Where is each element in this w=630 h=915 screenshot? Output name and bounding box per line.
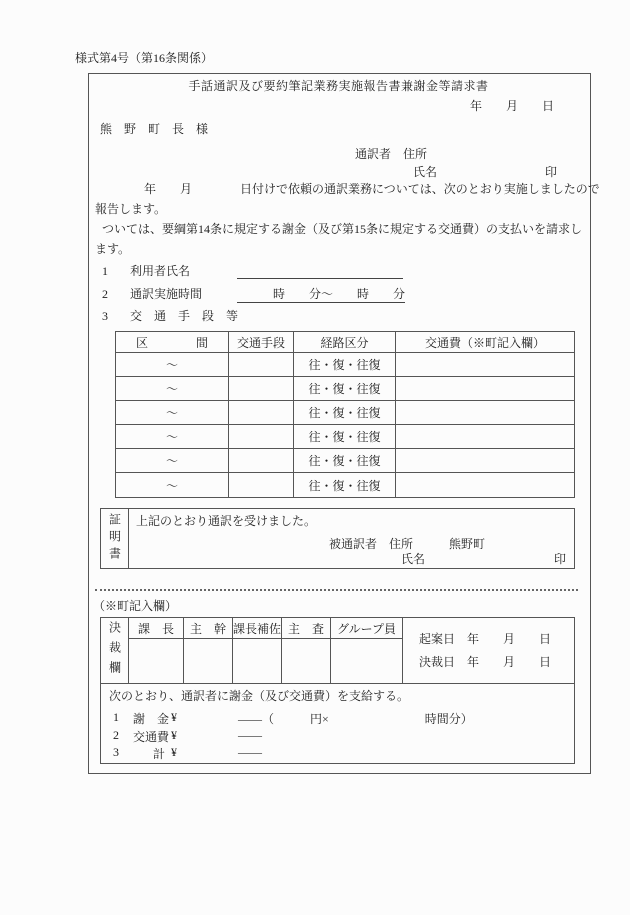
- transport-row-means-cell: [229, 377, 294, 401]
- certificate-statement: 上記のとおり通訳を受けました。: [136, 514, 317, 528]
- total-dash: ――: [238, 745, 262, 759]
- transport-row-section-cell: ～: [116, 449, 229, 473]
- transport-row-fare-cell: [396, 377, 574, 401]
- report-paragraph-line-2: 報告します。: [95, 202, 167, 216]
- approver-assistant-chief: 課長補佐: [233, 618, 282, 639]
- transport-row-route-cell: 往・復・往復: [294, 377, 396, 401]
- transport-row-section-cell: ～: [116, 377, 229, 401]
- payment-line-total: [101, 745, 574, 761]
- approver-group-member: グループ員: [331, 618, 403, 639]
- approver-section-chief: 課 長: [129, 618, 184, 639]
- transport-row-fare-cell: [396, 425, 574, 449]
- transport-row-means-cell: [229, 353, 294, 377]
- approval-stamp-cell: [282, 639, 331, 684]
- office-use-section-label: （※町記入欄）: [93, 599, 178, 613]
- approval-column-label: [101, 618, 129, 684]
- approval-box: [100, 617, 575, 764]
- certified-person-name-label: 氏名: [401, 552, 426, 566]
- interpreter-name-label: 氏名: [413, 165, 438, 179]
- transport-header-section: 区 間: [116, 332, 229, 353]
- transport-row-fare-cell: [396, 401, 574, 425]
- certificate-label-text: 証明書: [107, 513, 122, 564]
- request-paragraph-line-1: ついては、要綱第14条に規定する謝金（及び第15条に規定する交通費）の支払いを請求し: [102, 222, 583, 236]
- grant-statement-area: [101, 684, 574, 762]
- transport-row-route-cell: 往・復・往復: [294, 401, 396, 425]
- transport-row-means-cell: [229, 473, 294, 497]
- form-title: 手話通訳及び要約筆記業務実施報告書兼謝金等請求書: [188, 79, 489, 93]
- transport-row-fare-cell: [396, 353, 574, 377]
- honorarium-formula: ――（ 円× 時間分）: [238, 712, 473, 726]
- transport-row-section-cell: ～: [116, 473, 229, 497]
- approval-dates-area: [403, 618, 574, 684]
- transport-row-route-cell: 往・復・往復: [294, 449, 396, 473]
- transport-header-route: 経路区分: [294, 332, 396, 353]
- transport-row-fare-cell: [396, 449, 574, 473]
- approver-senior-staff: 主 幹: [184, 618, 233, 639]
- approval-stamp-cell: [184, 639, 233, 684]
- payment-line-transport: [101, 728, 574, 744]
- item-3-number: 3: [102, 309, 108, 323]
- approval-stamp-cell: [233, 639, 282, 684]
- report-paragraph-line-1: 年 月 日付けで依頼の通訳業務については、次のとおり実施しましたので: [144, 182, 600, 196]
- payment-line-number: 2: [113, 728, 119, 742]
- approval-stamp-cell: [331, 639, 403, 684]
- transport-means-label: 交 通 手 段 等: [130, 309, 239, 323]
- transport-cost-dash: ――: [238, 728, 262, 742]
- interpreter-seal-label: 印: [545, 165, 558, 179]
- honorarium-label: 謝 金: [133, 712, 170, 726]
- approver-chief-examiner: 主 査: [282, 618, 331, 639]
- interpretation-time-label: 通訳実施時間: [130, 287, 203, 301]
- transport-row-route-cell: 往・復・往復: [294, 353, 396, 377]
- approval-stamp-table: [101, 618, 574, 684]
- approval-stamp-cell: [129, 639, 184, 684]
- transport-row-route-cell: 往・復・往復: [294, 473, 396, 497]
- transport-row-fare-cell: [396, 473, 574, 497]
- date-line: 年 月 日: [470, 99, 555, 113]
- certified-person-seal-label: 印: [554, 552, 567, 566]
- transport-row-means-cell: [229, 425, 294, 449]
- yen-sign: ¥: [171, 710, 177, 724]
- item-2-number: 2: [102, 287, 108, 301]
- dotted-separator: [95, 589, 578, 591]
- draft-date-line: 起案日 年 月 日: [419, 632, 552, 646]
- yen-sign: ¥: [171, 728, 177, 742]
- transport-header-fare: 交通費（※町記入欄）: [396, 332, 574, 353]
- interpreter-address-label: 通訳者 住所: [355, 147, 428, 161]
- transport-cost-label: 交通費: [133, 730, 170, 744]
- certificate-label: [101, 509, 129, 568]
- transport-table: [115, 331, 575, 498]
- grant-statement: 次のとおり、通訳者に謝金（及び交通費）を支給する。: [109, 689, 410, 703]
- transport-row-means-cell: [229, 401, 294, 425]
- user-name-blank-line: [237, 264, 403, 279]
- payment-line-honorarium: [101, 710, 574, 726]
- certificate-box: [100, 508, 575, 569]
- transport-row-section-cell: ～: [116, 425, 229, 449]
- payment-line-number: 3: [113, 745, 119, 759]
- transport-row-route-cell: 往・復・往復: [294, 425, 396, 449]
- yen-sign: ¥: [171, 745, 177, 759]
- interpretation-time-blank-line: 時 分～ 時 分: [237, 287, 406, 301]
- transport-row-means-cell: [229, 449, 294, 473]
- form-number-label: 様式第4号（第16条関係）: [75, 51, 214, 65]
- transport-row-section-cell: ～: [116, 401, 229, 425]
- addressee-mayor: 熊 野 町 長 様: [100, 122, 209, 136]
- item-1-number: 1: [102, 264, 108, 278]
- certified-person-line: 被通訳者 住所 熊野町: [329, 537, 486, 551]
- user-name-label: 利用者氏名: [130, 264, 191, 278]
- approval-column-label-text: 決裁欄: [107, 621, 122, 681]
- certificate-body: [129, 509, 574, 568]
- request-paragraph-line-2: ます。: [95, 242, 131, 256]
- transport-header-means: 交通手段: [229, 332, 294, 353]
- decision-date-line: 決裁日 年 月 日: [419, 655, 552, 669]
- total-label: 計: [153, 747, 166, 761]
- payment-line-number: 1: [113, 710, 119, 724]
- transport-row-section-cell: ～: [116, 353, 229, 377]
